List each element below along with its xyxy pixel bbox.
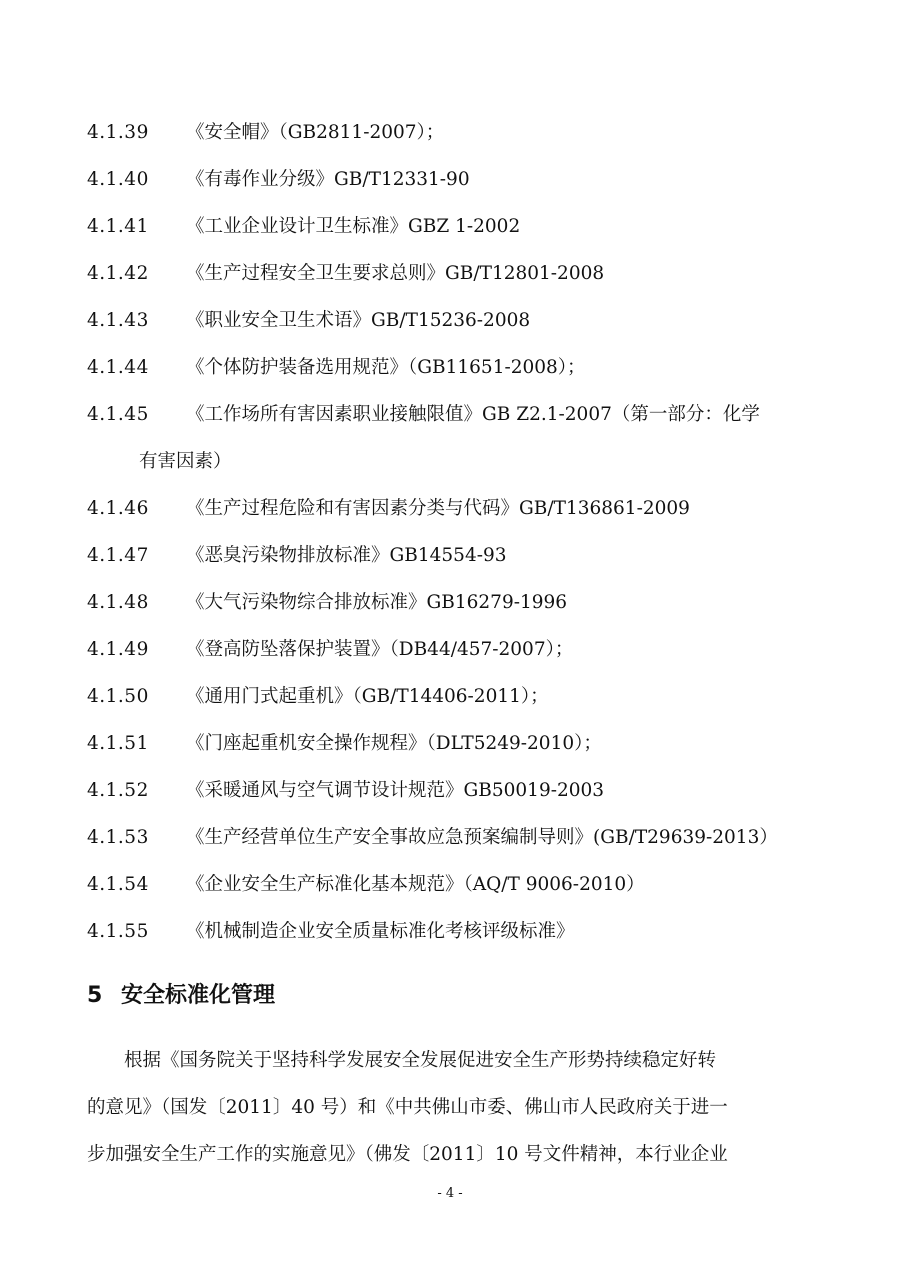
list-item xyxy=(87,861,827,908)
item-text-continuation: 有害因素） xyxy=(139,451,232,472)
paragraph-line: 根据《国务院关于坚持科学发展安全发展促进安全生产形势持续稳定好转 xyxy=(124,1050,717,1071)
paragraph-line: 的意见》（国发〔2011〕40 号）和《中共佛山市委、佛山市人民政府关于进一 xyxy=(87,1097,728,1118)
item-number: 4.1.39 xyxy=(87,122,149,143)
item-text: 《大气污染物综合排放标准》GB16279-1996 xyxy=(186,592,568,613)
list-item xyxy=(87,297,827,344)
list-item xyxy=(87,391,827,485)
item-number: 4.1.40 xyxy=(87,169,149,190)
item-text: 《安全帽》（GB2811-2007）； xyxy=(186,122,445,143)
standards-list xyxy=(87,109,827,955)
item-number: 4.1.47 xyxy=(87,545,149,566)
list-item xyxy=(87,673,827,720)
item-text: 《企业安全生产标准化基本规范》（AQ/T 9006-2010） xyxy=(186,874,645,895)
list-item xyxy=(87,109,827,156)
list-item xyxy=(87,814,827,861)
list-item xyxy=(87,908,827,955)
item-text: 《有毒作业分级》GB/T12331-90 xyxy=(186,169,470,190)
item-number: 4.1.46 xyxy=(87,498,149,519)
list-item xyxy=(87,203,827,250)
item-number: 4.1.53 xyxy=(87,827,149,848)
list-item xyxy=(87,626,827,673)
item-text: 《机械制造企业安全质量标准化考核评级标准》 xyxy=(186,921,575,942)
item-text: 《生产过程安全卫生要求总则》GB/T12801-2008 xyxy=(186,263,605,284)
item-number: 4.1.42 xyxy=(87,263,149,284)
section-title: 安全标准化管理 xyxy=(121,983,276,1008)
item-text: 《个体防护装备选用规范》（GB11651-2008）； xyxy=(186,357,586,378)
list-item xyxy=(87,156,827,203)
item-number: 4.1.44 xyxy=(87,357,149,378)
list-item xyxy=(87,485,827,532)
item-number: 4.1.55 xyxy=(87,921,149,942)
item-text: 《工作场所有害因素职业接触限值》GB Z2.1-2007（第一部分：化学 xyxy=(186,404,760,425)
item-number: 4.1.49 xyxy=(87,639,149,660)
item-number: 4.1.45 xyxy=(87,404,149,425)
paragraph-line: 步加强安全生产工作的实施意见》（佛发〔2011〕10 号文件精神，本行业企业 xyxy=(87,1144,728,1165)
item-number: 4.1.51 xyxy=(87,733,149,754)
list-item xyxy=(87,344,827,391)
section-heading xyxy=(87,976,275,1016)
item-text: 《采暖通风与空气调节设计规范》GB50019-2003 xyxy=(186,780,605,801)
item-text: 《生产经营单位生产安全事故应急预案编制导则》(GB/T29639-2013） xyxy=(186,827,778,848)
item-number: 4.1.54 xyxy=(87,874,149,895)
item-number: 4.1.50 xyxy=(87,686,149,707)
page-number: - 4 - xyxy=(437,1186,463,1201)
item-number: 4.1.43 xyxy=(87,310,149,331)
list-item xyxy=(87,250,827,297)
section-number: 5 xyxy=(87,983,103,1008)
list-item xyxy=(87,720,827,767)
list-item xyxy=(87,767,827,814)
item-text: 《工业企业设计卫生标准》GBZ 1-2002 xyxy=(186,216,521,237)
item-text: 《通用门式起重机》（GB/T14406-2011）； xyxy=(186,686,549,707)
item-text: 《门座起重机安全操作规程》（DLT5249-2010）； xyxy=(186,733,602,754)
item-text: 《登高防坠落保护装置》（DB44/457-2007）； xyxy=(186,639,574,660)
item-number: 4.1.52 xyxy=(87,780,149,801)
list-item xyxy=(87,579,827,626)
item-number: 4.1.41 xyxy=(87,216,149,237)
list-item xyxy=(87,532,827,579)
item-number: 4.1.48 xyxy=(87,592,149,613)
item-text: 《生产过程危险和有害因素分类与代码》GB/T136861-2009 xyxy=(186,498,690,519)
body-paragraph xyxy=(87,1037,815,1178)
item-text: 《职业安全卫生术语》GB/T15236-2008 xyxy=(186,310,531,331)
item-text: 《恶臭污染物排放标准》GB14554-93 xyxy=(186,545,507,566)
